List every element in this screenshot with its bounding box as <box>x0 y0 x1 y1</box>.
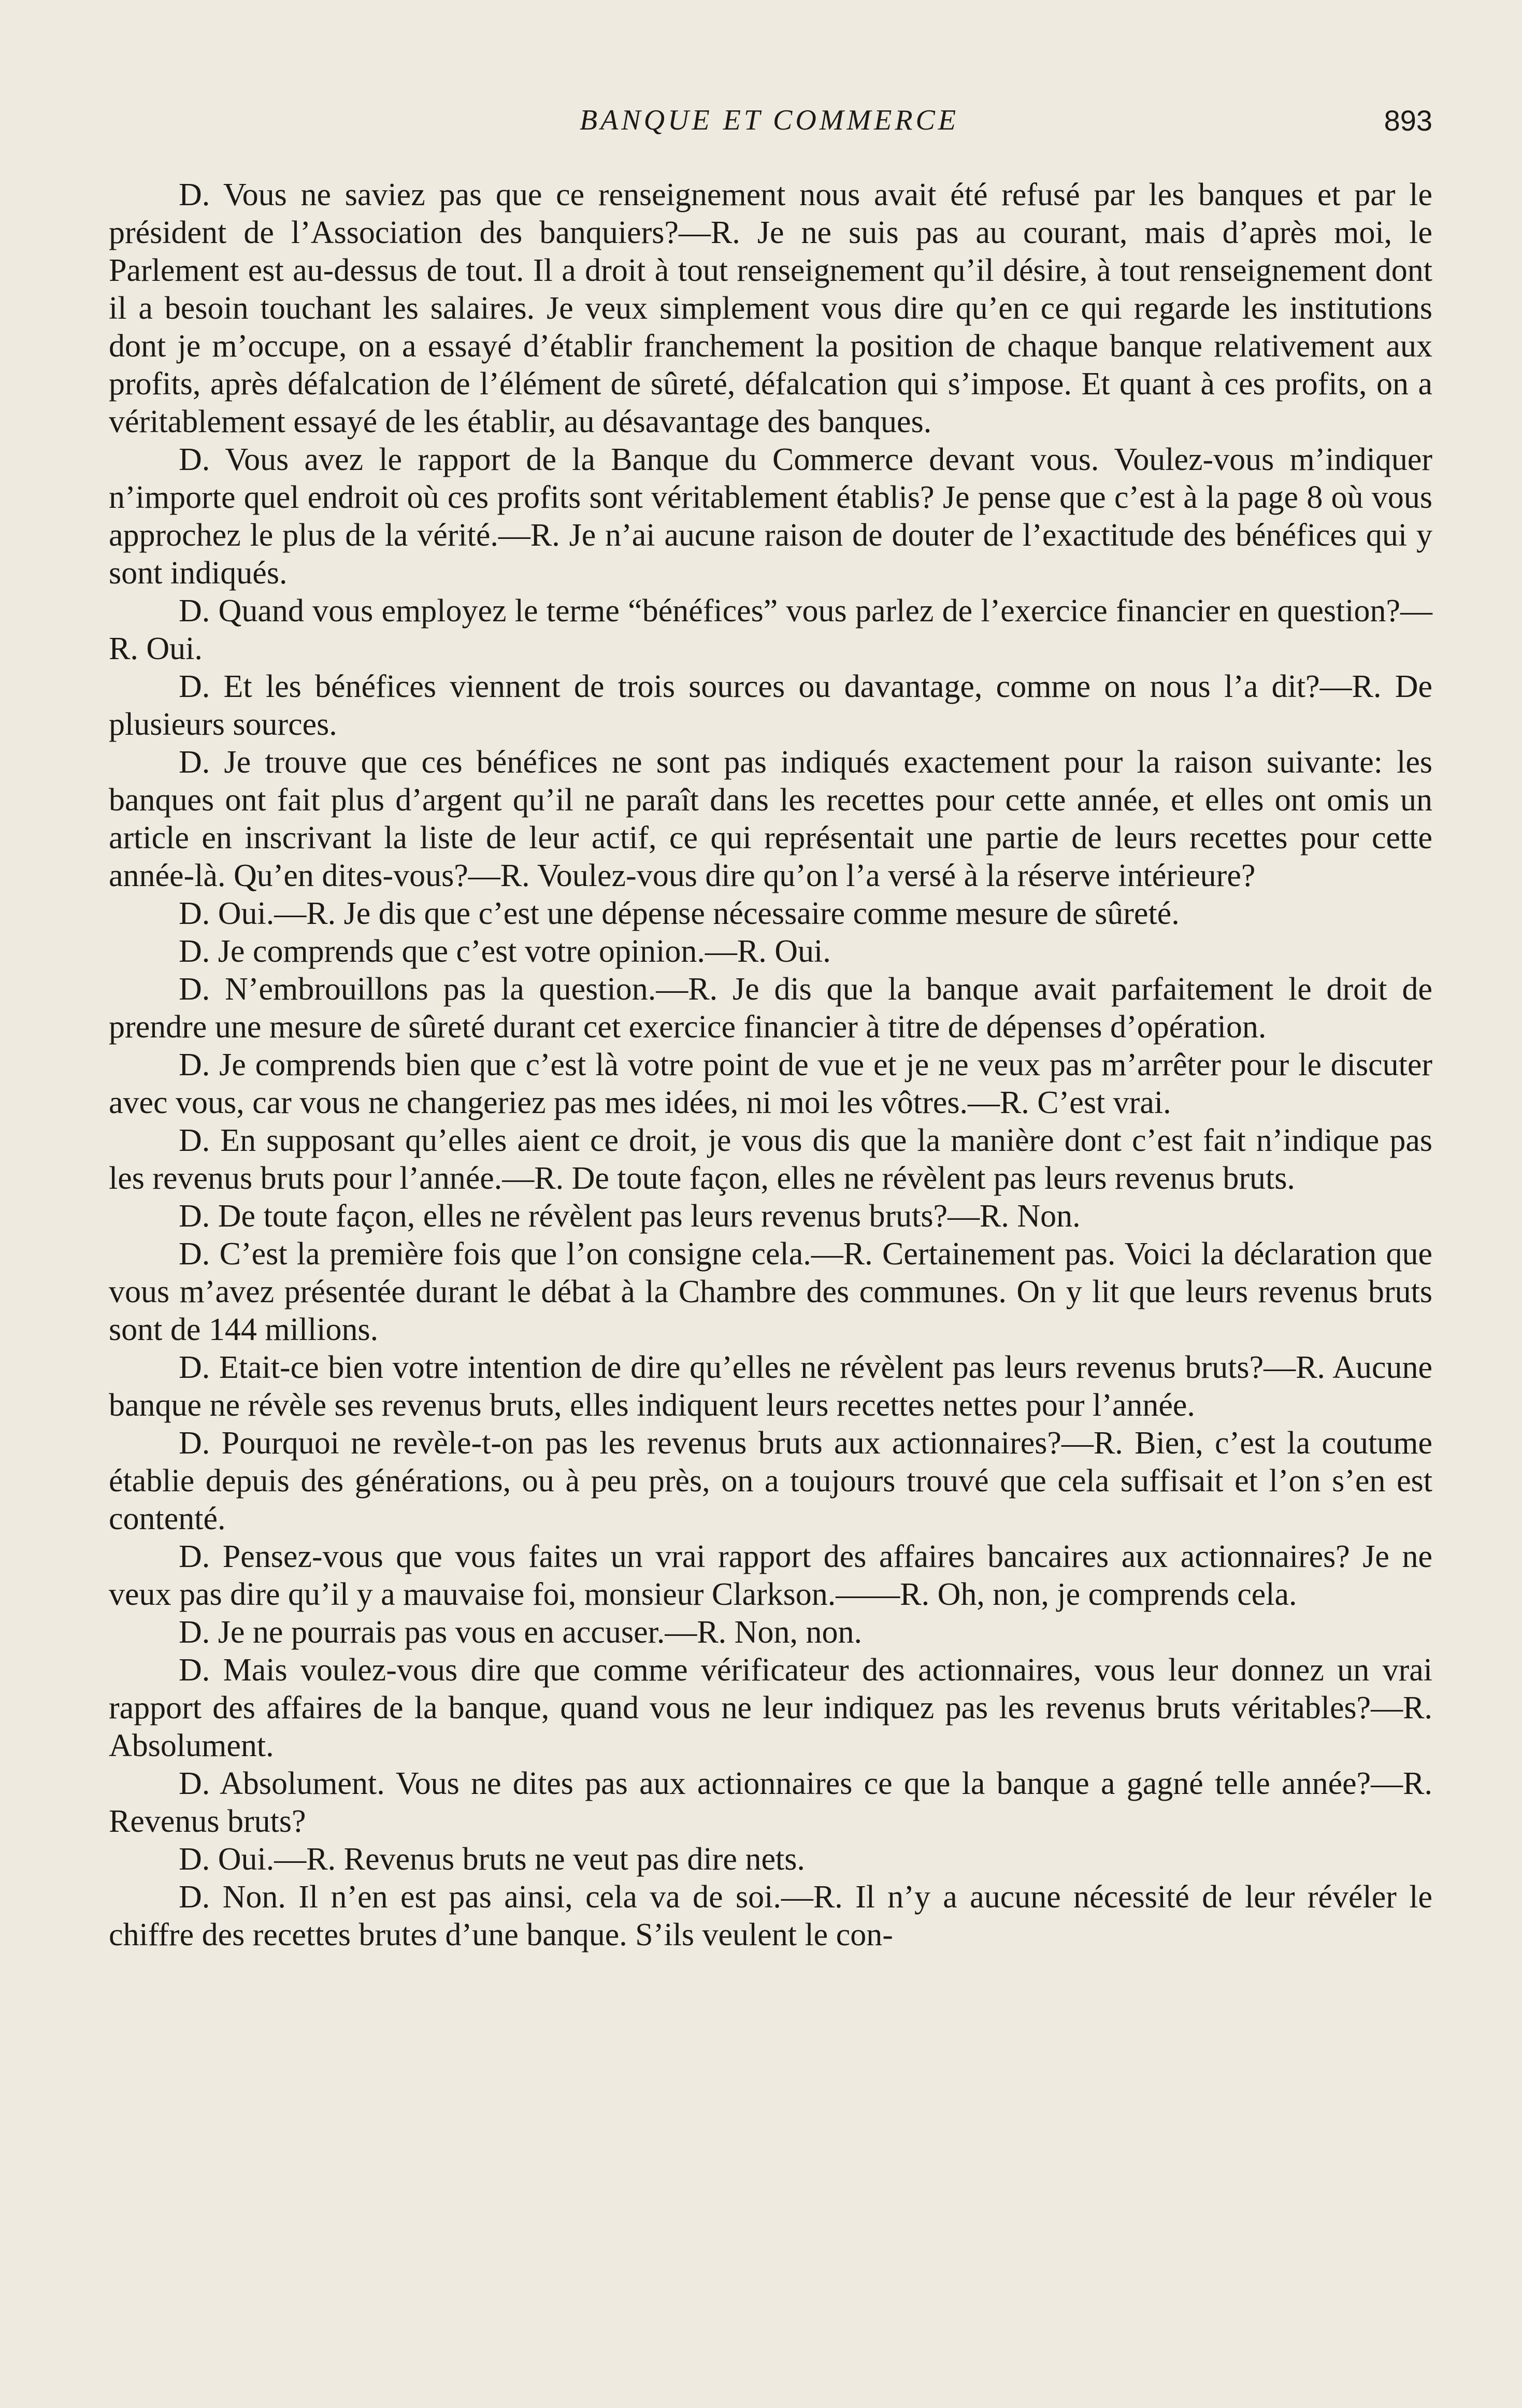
paragraph: D. Vous avez le rapport de la Banque du Commerce devant vous. Voulez-vous m’indiquer n’importe quel endroit où ces profits sont véritablement établis? Je pense que c’est à la page 8 où vous approchez le plus de la vérité.—R. Je n’ai aucune raison de douter de l’exactitude des bénéfices qui y sont indiqués. <box>109 442 1432 591</box>
running-title: BANQUE ET COMMERCE <box>579 104 959 136</box>
paragraph: D. C’est la première fois que l’on consigne cela.—R. Certainement pas. Voici la déclaration que vous m’avez présentée durant le débat à la Chambre des communes. On y lit que leurs revenus bruts sont de 144 millions. <box>109 1236 1432 1347</box>
paragraph: D. Vous ne saviez pas que ce renseignement nous avait été refusé par les banques et par le président de l’Association des banquiers?—R. Je ne suis pas au courant, mais d’après moi, le Parlement est au-dessus de tout. Il a droit à tout renseignement qu’il désire, à tout renseignement dont il a besoin touchant les salaires. Je veux simplement vous dire qu’en ce qui regarde les institutions dont je m’occupe, on a essayé d’établir franchement la position de chaque banque relativement aux profits, après défalcation de l’élément de sûreté, défalcation qui s’impose. Et quant à ces profits, on a véritablement essayé de les établir, au désavantage des banques. <box>109 177 1432 439</box>
paragraph: D. Je comprends que c’est votre opinion.—R. Oui. <box>179 934 831 969</box>
paragraph: D. De toute façon, elles ne révèlent pas leurs revenus bruts?—R. Non. <box>179 1199 1081 1234</box>
paragraph: D. Je comprends bien que c’est là votre point de vue et je ne veux pas m’arrêter pour le discuter avec vous, car vous ne changeriez pas mes idées, ni moi les vôtres.—R. C’est vrai. <box>109 1047 1432 1120</box>
paragraph: D. Quand vous employez le terme “bénéfices” vous parlez de l’exercice financier en question?—R. Oui. <box>109 593 1432 666</box>
body-text <box>109 176 1432 1954</box>
paragraph: D. N’embrouillons pas la question.—R. Je dis que la banque avait parfaitement le droit de prendre une mesure de sûreté durant cet exercice financier à titre de dépenses d’opération. <box>109 972 1432 1045</box>
page-number: 893 <box>1384 104 1432 137</box>
paragraph: D. Oui.—R. Je dis que c’est une dépense nécessaire comme mesure de sûreté. <box>179 896 1180 931</box>
paragraph: D. Mais voulez-vous dire que comme vérificateur des actionnaires, vous leur donnez un vrai rapport des affaires de la banque, quand vous ne leur indiquez pas les revenus bruts véritables?—R. Absolument. <box>109 1652 1432 1763</box>
paragraph: D. Absolument. Vous ne dites pas aux actionnaires ce que la banque a gagné telle année?—R. Revenus bruts? <box>109 1766 1432 1839</box>
paragraph: D. Je ne pourrais pas vous en accuser.—R. Non, non. <box>179 1615 862 1650</box>
paragraph: D. En supposant qu’elles aient ce droit, je vous dis que la manière dont c’est fait n’indique pas les revenus bruts pour l’année.—R. De toute façon, elles ne révèlent pas leurs revenus bruts. <box>109 1123 1432 1196</box>
paragraph: D. Je trouve que ces bénéfices ne sont pas indiqués exactement pour la raison suivante: les banques ont fait plus d’argent qu’il ne paraît dans les recettes pour cette année, et elles ont omis un article en inscrivant la liste de leur actif, ce qui représentait une partie de leurs recettes pour cette année-là. Qu’en dites-vous?—R. Voulez-vous dire qu’on l’a versé à la réserve intérieure? <box>109 745 1432 893</box>
paragraph: D. Non. Il n’en est pas ainsi, cela va de soi.—R. Il n’y a aucune nécessité de leur révéler le chiffre des recettes brutes d’une banque. S’ils veulent le con- <box>109 1879 1432 1953</box>
paragraph: D. Et les bénéfices viennent de trois sources ou davantage, comme on nous l’a dit?—R. De plusieurs sources. <box>109 669 1432 742</box>
paragraph: D. Pensez-vous que vous faites un vrai rapport des affaires bancaires aux actionnaires? Je ne veux pas dire qu’il y a mauvaise foi, monsieur Clarkson.——R. Oh, non, je comprends cela. <box>109 1539 1432 1612</box>
paragraph: D. Etait-ce bien votre intention de dire qu’elles ne révèlent pas leurs revenus bruts?—R. Aucune banque ne révèle ses revenus bruts, elles indiquent leurs recettes nettes pour l’année. <box>109 1350 1432 1423</box>
page-header <box>106 104 1432 150</box>
paragraph: D. Oui.—R. Revenus bruts ne veut pas dire nets. <box>179 1842 805 1877</box>
paragraph: D. Pourquoi ne revèle-t-on pas les revenus bruts aux actionnaires?—R. Bien, c’est la coutume établie depuis des générations, ou à peu près, on a toujours trouvé que cela suffisait et l’on s’en est contenté. <box>109 1426 1432 1536</box>
